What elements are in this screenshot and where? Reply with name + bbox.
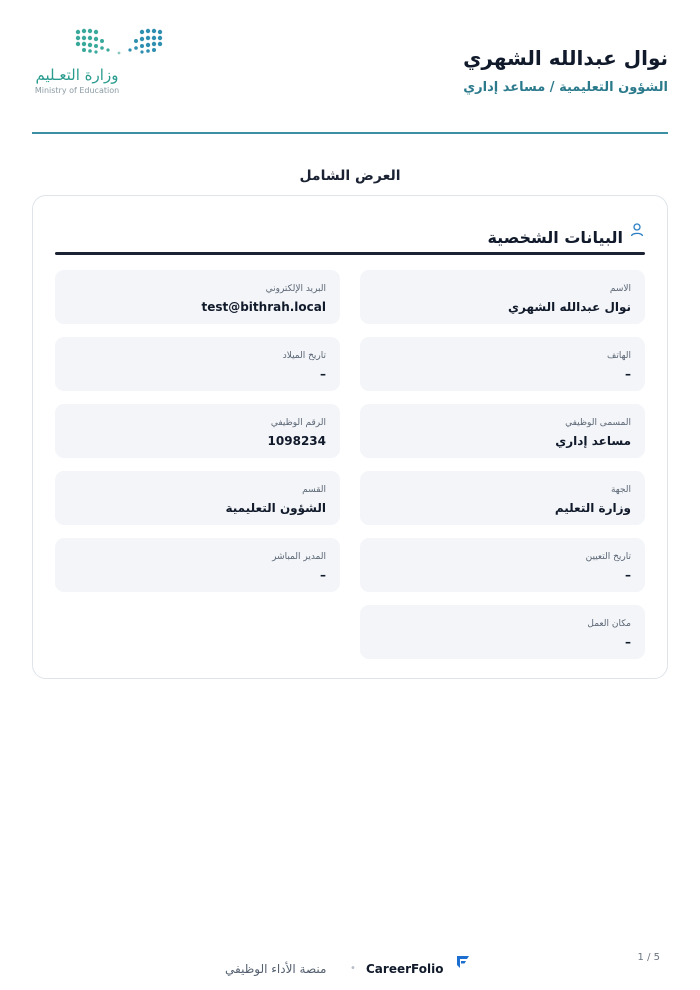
field-email: [55, 270, 340, 324]
field-label: المسمى الوظيفي: [565, 418, 631, 428]
field-direct-manager: [55, 538, 340, 592]
page-footer: [0, 950, 700, 980]
field-birth-date: [55, 337, 340, 391]
field-label: تاريخ التعيين: [585, 552, 631, 562]
field-label: المدير المباشر: [272, 552, 326, 562]
field-department: [55, 471, 340, 525]
field-phone: [360, 337, 645, 391]
field-label: مكان العمل: [587, 619, 631, 629]
field-label: الاسم: [609, 284, 631, 294]
view-title: العرض الشامل: [299, 168, 401, 184]
field-label: الهاتف: [607, 351, 631, 361]
ministry-logo: [32, 26, 172, 106]
field-label: البريد الإلكتروني: [265, 284, 326, 294]
careerfolio-logo-icon: [456, 955, 470, 969]
field-label: الجهة: [610, 485, 631, 495]
field-value: وزارة التعليم: [554, 501, 631, 515]
field-employee-number: [55, 404, 340, 458]
field-name: [360, 270, 645, 324]
field-value: –: [625, 367, 631, 381]
employee-heading: [463, 46, 668, 95]
footer-separator: •: [350, 963, 356, 974]
field-value: test@bithrah.local: [201, 300, 326, 314]
user-icon: [629, 222, 645, 238]
section-title: البيانات الشخصية: [487, 228, 623, 247]
document-header: [32, 24, 668, 134]
field-value: نوال عبدالله الشهري: [508, 300, 631, 314]
field-label: تاريخ الميلاد: [282, 351, 326, 361]
field-value: –: [320, 367, 326, 381]
field-value: مساعد إداري: [555, 434, 631, 448]
field-job-title: [360, 404, 645, 458]
page-number: 1 / 5: [637, 952, 660, 963]
field-label: القسم: [302, 485, 326, 495]
field-value: 1098234: [267, 434, 326, 448]
field-value: الشؤون التعليمية: [225, 501, 326, 515]
field-value: –: [320, 568, 326, 582]
field-value: –: [625, 568, 631, 582]
footer-brand: CareerFolio: [366, 962, 444, 976]
ministry-dots-icon: [32, 26, 172, 66]
section-divider: [55, 252, 645, 255]
field-hire-date: [360, 538, 645, 592]
footer-platform-name: منصة الأداء الوظيفي: [225, 962, 327, 976]
employee-name: نوال عبدالله الشهري: [463, 46, 668, 70]
employee-role: الشؤون التعليمية / مساعد إداري: [463, 80, 668, 95]
personal-info-card: [32, 195, 668, 679]
logo-english-text: Ministry of Education: [34, 86, 120, 95]
field-label: الرقم الوظيفي: [270, 418, 326, 428]
field-organization: [360, 471, 645, 525]
logo-arabic-text: وزارة التعـليم: [35, 66, 119, 84]
field-value: –: [625, 635, 631, 649]
field-work-location: [360, 605, 645, 659]
